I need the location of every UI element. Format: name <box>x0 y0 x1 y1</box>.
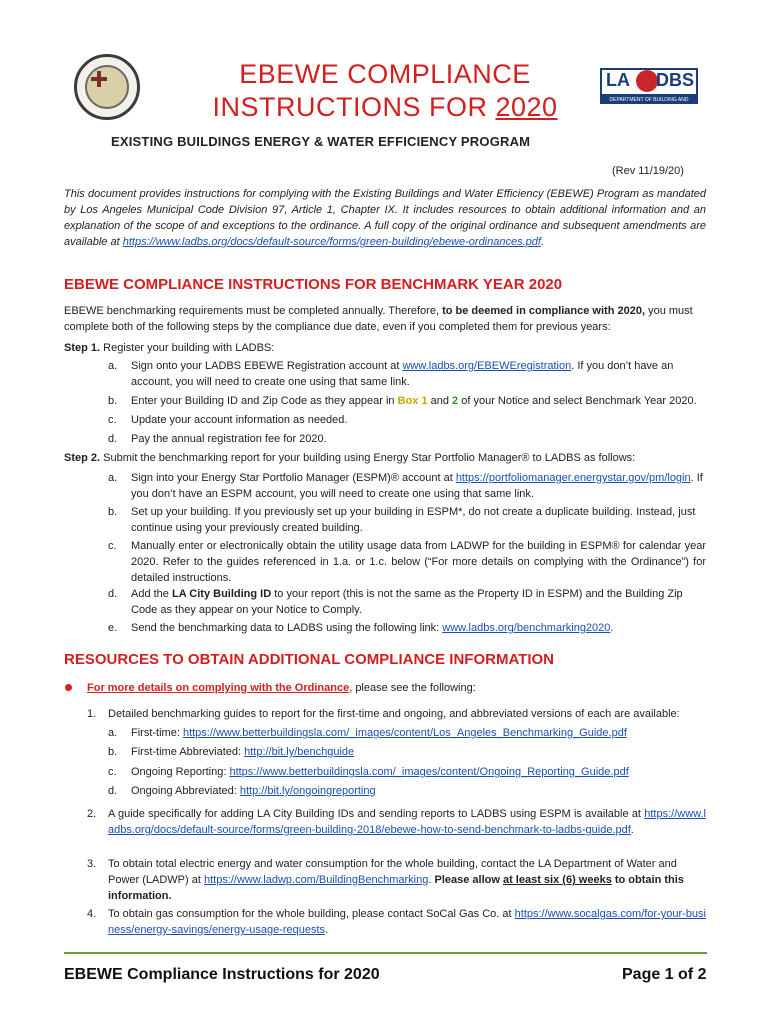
step1-letter-d: d. <box>108 433 118 445</box>
item1-letter-d: d. <box>108 785 118 797</box>
item4-number: 4. <box>87 908 97 920</box>
list-item: Sign onto your LADBS EBEWE Registration account at www.ladbs.org/EBEWEregistration. If you don’t have an account, you will need to create one using that same link. <box>131 360 674 388</box>
step2-letter-b: b. <box>108 506 118 518</box>
list-item: To obtain total electric energy and water consumption for the whole building, contact the LA Department of Water and Power (LADWP) at https://www.ladwp.com/BuildingBenchmarking. Please allow at least six (6) weeks to obtain this information. <box>108 858 684 902</box>
send-benchmark-guide-link[interactable]: https://www.ladbs.org/docs/default-source/forms/green-building-2018/ebewe-how-to-send-benchmark-to-ladbs-guide.pdf <box>108 808 706 836</box>
step2-letter-d: d. <box>108 588 118 600</box>
footer-divider <box>64 952 707 954</box>
list-item: Add the LA City Building ID to your report (this is not the same as the Property ID in ESPM) and the Building Zip Code as they appear on your Notice to Comply. <box>131 588 683 616</box>
item2-number: 2. <box>87 808 97 820</box>
section1-paragraph: EBEWE benchmarking requirements must be completed annually. Therefore, to be deemed in compliance with 2020, you must complete both of the following steps by the compliance due date, even if you completed them for previous years: <box>64 305 693 333</box>
box2-highlight: 2 <box>452 395 459 407</box>
list-item: Update your account information as needed. <box>131 414 348 426</box>
item3-number: 3. <box>87 858 97 870</box>
item1-number: 1. <box>87 708 97 720</box>
ongoing-reporting-link[interactable]: http://bit.ly/ongoingreporting <box>239 785 376 797</box>
list-item: Send the benchmarking data to LADBS using the following link: www.ladbs.org/benchmarking2020. <box>131 622 614 634</box>
step2-heading: Step 2. Submit the benchmarking report for your building using Energy Star Portfolio Manager® to LADBS as follows: <box>64 452 636 464</box>
title-year: 2020 <box>495 92 558 122</box>
item1-letter-c: c. <box>108 766 117 778</box>
box1-highlight: Box 1 <box>397 395 428 407</box>
list-item: Ongoing Reporting: https://www.betterbuildingsla.com/_images/content/Ongoing_Reporting_Guide.pdf <box>131 766 629 778</box>
program-subtitle: EXISTING BUILDINGS ENERGY & WATER EFFICIENCY PROGRAM <box>111 134 531 149</box>
step1-letter-a: a. <box>108 360 118 372</box>
list-item: First-time Abbreviated: http://bit.ly/benchguide <box>131 746 355 758</box>
bullet-icon <box>65 684 72 691</box>
list-item: Ongoing Abbreviated: http://bit.ly/ongoingreporting <box>131 785 376 797</box>
item1-letter-a: a. <box>108 727 118 739</box>
benchmarking-2020-link[interactable]: www.ladbs.org/benchmarking2020 <box>442 622 611 634</box>
item1-letter-b: b. <box>108 746 118 758</box>
socalgas-link[interactable]: https://www.socalgas.com/for-your-business/energy-savings/energy-usage-requests <box>108 908 706 936</box>
revision-date: (Rev 11/19/20) <box>612 165 684 177</box>
list-item: Detailed benchmarking guides to report for the first-time and ongoing, and abbreviated versions of each are available: <box>108 708 680 720</box>
footer-title: EBEWE Compliance Instructions for 2020 <box>64 966 380 983</box>
step1-letter-b: b. <box>108 395 118 407</box>
list-item: First-time: https://www.betterbuildingsla.com/_images/content/Los_Angeles_Benchmarking_Guide.pdf <box>131 727 627 739</box>
benchguide-link[interactable]: http://bit.ly/benchguide <box>244 746 355 758</box>
section-heading-resources: RESOURCES TO OBTAIN ADDITIONAL COMPLIANCE INFORMATION <box>64 651 554 668</box>
first-time-guide-link[interactable]: https://www.betterbuildingsla.com/_images/content/Los_Angeles_Benchmarking_Guide.pdf <box>182 727 627 739</box>
list-item: Pay the annual registration fee for 2020. <box>131 433 327 445</box>
resources-bullet: For more details on complying with the Ordinance, please see the following: <box>87 682 476 694</box>
list-item: Enter your Building ID and Zip Code as they appear in Box 1 and 2 of your Notice and select Benchmark Year 2020. <box>131 395 697 407</box>
document-title <box>150 58 620 124</box>
city-seal-icon <box>74 54 140 120</box>
ladbs-emblem-icon <box>636 70 658 92</box>
ongoing-guide-link[interactable]: https://www.betterbuildingsla.com/_images/content/Ongoing_Reporting_Guide.pdf <box>229 766 629 778</box>
step1-letter-c: c. <box>108 414 117 426</box>
ordinance-details-link[interactable]: For more details on complying with the Ordinance <box>87 682 350 694</box>
list-item: Manually enter or electronically obtain the utility usage data from LADWP for the building in ESPM® for calendar year 2020. Refer to the guides referenced in 1.a. or 1.c. below (“For more details on complying with the Ordinance”) for detailed instructions. <box>131 540 706 584</box>
ebewe-registration-link[interactable]: www.ladbs.org/EBEWEregistration <box>402 360 572 372</box>
intro-paragraph: This document provides instructions for complying with the Existing Buildings and Water Efficiency (EBEWE) Program as mandated by Los Angeles Municipal Code Division 97, Article 1, Chapter IX. It includes resources to obtain additional information and an explanation of the scope of and exceptions to the ordinance. A full copy of the original ordinance and subsequent amendments are available at https://www.ladbs.org/docs/default-source/forms/green-building/ebewe-ordinances.pdf. <box>64 188 706 248</box>
list-item: Sign into your Energy Star Portfolio Manager (ESPM)® account at https://portfoliomanager.energystar.gov/pm/login. If you don’t have an ESPM account, you will need to create one using that same link. <box>131 472 703 500</box>
list-item: Set up your building. If you previously set up your building in ESPM*, do not create a duplicate building. Instead, just continue using your previously created building. <box>131 506 696 534</box>
title-line-1: EBEWE COMPLIANCE <box>239 59 531 89</box>
ordinance-link[interactable]: https://www.ladbs.org/docs/default-source/forms/green-building/ebewe-ordinances.pdf <box>122 236 541 248</box>
list-item: A guide specifically for adding LA City Building IDs and sending reports to LADBS using ESPM is available at https://www.ladbs.org/docs/default-source/forms/green-building-2018/ebewe-how-to-send-benchmark-to-ladbs-guide.pdf. <box>108 808 706 836</box>
step2-letter-e: e. <box>108 622 118 634</box>
step1-heading: Step 1. Register your building with LADBS: <box>64 342 275 354</box>
ladwp-benchmarking-link[interactable]: https://www.ladwp.com/BuildingBenchmarking <box>203 874 429 886</box>
espm-login-link[interactable]: https://portfoliomanager.energystar.gov/pm/login <box>455 472 691 484</box>
step2-letter-a: a. <box>108 472 118 484</box>
title-line-2: INSTRUCTIONS FOR 2020 <box>212 92 558 122</box>
ladbs-logo: LA DBS DEPARTMENT OF BUILDING AND SAFETY <box>600 68 698 104</box>
page-number: Page 1 of 2 <box>622 966 707 983</box>
section-heading-benchmark: EBEWE COMPLIANCE INSTRUCTIONS FOR BENCHMARK YEAR 2020 <box>64 276 563 293</box>
step2-letter-c: c. <box>108 540 117 552</box>
list-item: To obtain gas consumption for the whole building, please contact SoCal Gas Co. at https://www.socalgas.com/for-your-business/energy-savings/energy-usage-requests. <box>108 908 706 936</box>
